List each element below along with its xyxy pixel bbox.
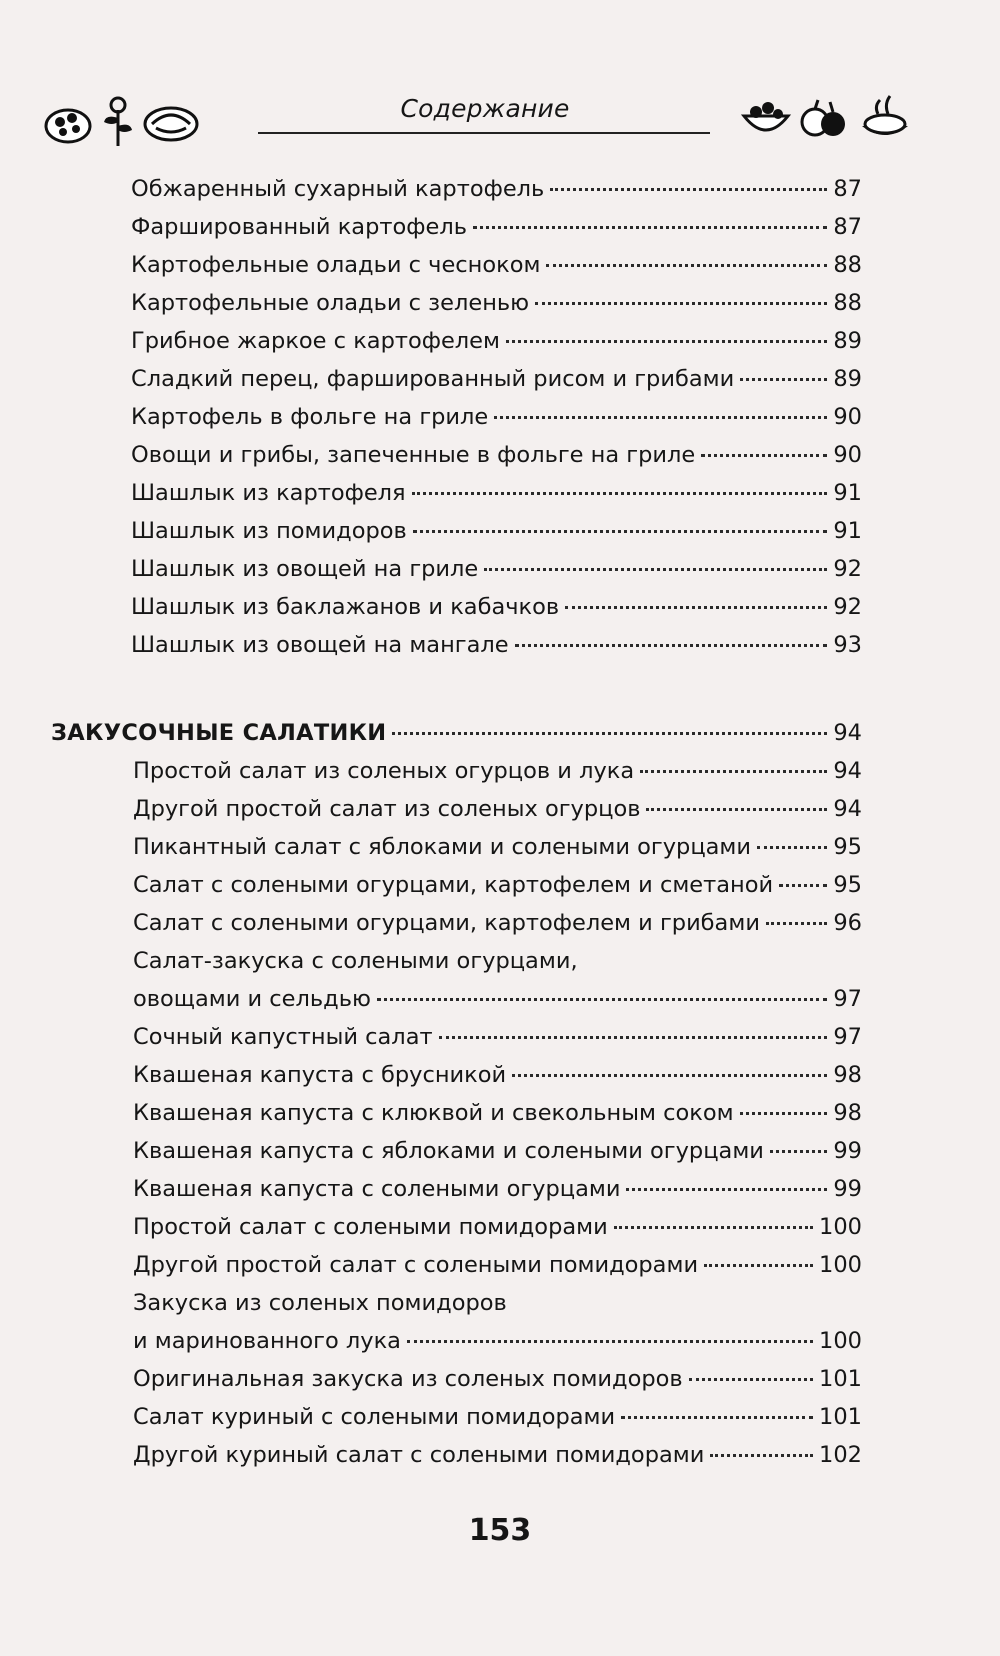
toc-entry-title: Шашлык из овощей на мангале — [131, 632, 509, 658]
toc-entry-page: 97 — [833, 1024, 862, 1050]
toc-entry[interactable] — [131, 212, 862, 242]
dot-leader — [614, 1226, 813, 1229]
dot-leader — [704, 1264, 813, 1267]
steaming-dish-icon — [856, 92, 914, 144]
toc-entry[interactable] — [133, 1440, 862, 1470]
toc-entry-page: 92 — [833, 594, 862, 620]
dot-leader — [484, 568, 827, 571]
toc-entry[interactable] — [133, 870, 862, 900]
toc-entry[interactable] — [133, 756, 862, 786]
toc-entry-title: Салат с солеными огурцами, картофелем и грибами — [133, 910, 760, 936]
header-icons-left — [42, 96, 200, 148]
toc-entry-page: 94 — [833, 758, 862, 784]
toc-entry[interactable] — [131, 250, 862, 280]
toc-entry[interactable] — [131, 288, 862, 318]
toc-entry-page: 100 — [819, 1252, 862, 1278]
toc-entry[interactable] — [133, 1174, 862, 1204]
toc-entry-title: Салат куриный с солеными помидорами — [133, 1404, 616, 1430]
toc-entry[interactable] — [131, 440, 862, 470]
toc-entry-page: 99 — [833, 1176, 862, 1202]
toc-entry-title: Квашеная капуста с брусникой — [133, 1062, 507, 1088]
toc-entry[interactable] — [131, 554, 862, 584]
toc-entry[interactable] — [133, 1060, 862, 1090]
dot-leader — [506, 340, 827, 343]
dot-leader — [766, 922, 827, 925]
toc-entry[interactable] — [133, 984, 862, 1014]
toc-entry-title: овощами и сельдью — [133, 986, 371, 1012]
dot-leader — [377, 998, 827, 1001]
dot-leader — [550, 188, 827, 191]
dot-leader — [407, 1340, 813, 1343]
toc-entry-title: и маринованного лука — [133, 1328, 401, 1354]
toc-entry-title: Шашлык из помидоров — [131, 518, 407, 544]
dot-leader — [439, 1036, 828, 1039]
toc-entry[interactable] — [131, 630, 862, 660]
toc-entry-title: Фаршированный картофель — [131, 214, 467, 240]
toc-entry-page: 102 — [819, 1442, 862, 1468]
toc-entry[interactable] — [133, 1364, 862, 1394]
dot-leader — [740, 1112, 828, 1115]
toc-entry-page: 92 — [833, 556, 862, 582]
toc-entry[interactable] — [131, 516, 862, 546]
toc-entry[interactable] — [133, 832, 862, 862]
dot-leader — [646, 808, 827, 811]
dot-leader — [535, 302, 827, 305]
toc-entry-page: 88 — [833, 290, 862, 316]
toc-entry-page: 91 — [833, 480, 862, 506]
dot-leader — [494, 416, 827, 419]
toc-entry-page: 94 — [833, 796, 862, 822]
toc-entry[interactable] — [131, 364, 862, 394]
section-title: ЗАКУСОЧНЫЕ САЛАТИКИ — [51, 720, 387, 746]
toc-entry-title: Картофель в фольге на гриле — [131, 404, 489, 430]
dot-leader — [515, 644, 828, 647]
toc-entry-title: Сочный капустный салат — [133, 1024, 433, 1050]
toc-entry-title: Обжаренный сухарный картофель — [131, 176, 545, 202]
toc-entry-page: 97 — [833, 986, 862, 1012]
toc-entry[interactable] — [133, 1022, 862, 1052]
platter-icon — [142, 96, 200, 148]
toc-entry-page: 89 — [833, 366, 862, 392]
toc-entry[interactable] — [133, 908, 862, 938]
toc-entry[interactable] — [131, 592, 862, 622]
dot-leader — [473, 226, 827, 229]
toc-entry[interactable] — [131, 478, 862, 508]
dot-leader — [512, 1074, 827, 1077]
toc-entry-page: 100 — [819, 1328, 862, 1354]
toc-entry[interactable] — [133, 1250, 862, 1280]
toc-entry-title: Сладкий перец, фаршированный рисом и грибами — [131, 366, 735, 392]
toc-entry-title: Квашеная капуста с клюквой и свекольным соком — [133, 1100, 734, 1126]
toc-entry-page: 89 — [833, 328, 862, 354]
page-number: 153 — [468, 1513, 532, 1548]
dot-leader — [626, 1188, 827, 1191]
dot-leader — [546, 264, 827, 267]
toc-entry-page: 91 — [833, 518, 862, 544]
toc-entry-first-line: Закуска из соленых помидоров — [133, 1290, 507, 1316]
toc-entry[interactable] — [133, 1402, 862, 1432]
toc-entry[interactable] — [131, 402, 862, 432]
herb-sprig-icon — [100, 96, 136, 148]
toc-entry-page: 100 — [819, 1214, 862, 1240]
toc-entry[interactable] — [133, 1326, 862, 1356]
dot-leader — [565, 606, 827, 609]
toc-entry-title: Пикантный салат с яблоками и солеными огурцами — [133, 834, 752, 860]
toc-entry-page: 98 — [833, 1062, 862, 1088]
header-icons-right — [740, 92, 914, 144]
toc-entry-page: 95 — [833, 872, 862, 898]
toc-entry-page: 93 — [833, 632, 862, 658]
toc-entry-title: Оригинальная закуска из соленых помидоров — [133, 1366, 683, 1392]
dot-leader — [640, 770, 827, 773]
toc-entry-page: 101 — [819, 1404, 862, 1430]
dot-leader — [757, 846, 827, 849]
toc-entry[interactable] — [133, 1098, 862, 1128]
toc-entry-title: Простой салат из соленых огурцов и лука — [133, 758, 635, 784]
toc-entry[interactable] — [131, 174, 862, 204]
toc-entry-page: 90 — [833, 442, 862, 468]
toc-entry[interactable] — [133, 1212, 862, 1242]
salad-bowl-icon — [42, 96, 94, 148]
toc-entry-title: Шашлык из овощей на гриле — [131, 556, 479, 582]
dot-leader — [413, 530, 828, 533]
dot-leader — [621, 1416, 813, 1419]
toc-entry-title: Квашеная капуста с яблоками и солеными огурцами — [133, 1138, 764, 1164]
toc-entry-title: Другой куриный салат с солеными помидорами — [133, 1442, 705, 1468]
section-page: 94 — [833, 720, 862, 746]
dot-leader — [779, 884, 827, 887]
toc-entry-title: Салат с солеными огурцами, картофелем и сметаной — [133, 872, 774, 898]
toc-section-heading[interactable] — [51, 718, 862, 748]
toc-entry-page: 90 — [833, 404, 862, 430]
toc-entry-page: 99 — [833, 1138, 862, 1164]
toc-entry-title: Шашлык из картофеля — [131, 480, 406, 506]
dot-leader — [689, 1378, 813, 1381]
toc-entry-title: Другой простой салат с солеными помидорами — [133, 1252, 699, 1278]
toc-entry-title: Картофельные оладьи с зеленью — [131, 290, 530, 316]
toc-entry-title: Другой простой салат из соленых огурцов — [133, 796, 641, 822]
toc-entry-page: 87 — [833, 176, 862, 202]
dot-leader — [412, 492, 828, 495]
toc-entry-title: Картофельные оладьи с чесноком — [131, 252, 541, 278]
toc-entry-title: Грибное жаркое с картофелем — [131, 328, 500, 354]
toc-entry-page: 101 — [819, 1366, 862, 1392]
dot-leader — [710, 1454, 813, 1457]
dot-leader — [770, 1150, 827, 1153]
salad-bowl-icon — [740, 92, 792, 144]
toc-entry-page: 96 — [833, 910, 862, 936]
dot-leader — [392, 732, 827, 735]
toc-entry[interactable] — [133, 1136, 862, 1166]
toc-entry-page: 88 — [833, 252, 862, 278]
toc-entry-title: Квашеная капуста с солеными огурцами — [133, 1176, 621, 1202]
toc-entry-page: 95 — [833, 834, 862, 860]
toc-entry-page: 87 — [833, 214, 862, 240]
header-rule — [258, 132, 710, 134]
header-title: Содержание — [400, 94, 570, 123]
toc-entry[interactable] — [131, 326, 862, 356]
toc-entry-title: Овощи и грибы, запеченные в фольге на гриле — [131, 442, 696, 468]
dot-leader — [701, 454, 827, 457]
vegetables-icon — [798, 92, 850, 144]
toc-entry-page: 98 — [833, 1100, 862, 1126]
toc-entry[interactable] — [133, 794, 862, 824]
toc-entry-title: Простой салат с солеными помидорами — [133, 1214, 608, 1240]
toc-entry-title: Шашлык из баклажанов и кабачков — [131, 594, 560, 620]
toc-entry-first-line: Салат-закуска с солеными огурцами, — [133, 948, 578, 974]
dot-leader — [740, 378, 827, 381]
